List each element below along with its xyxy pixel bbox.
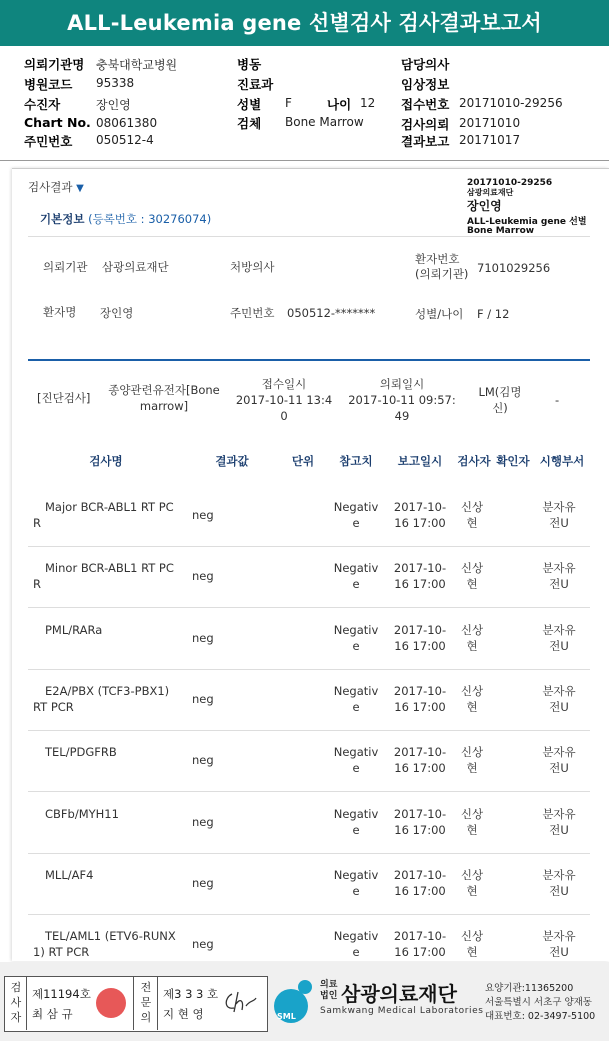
header-label-sex: 성별	[237, 97, 262, 112]
header-label-age: 나이	[327, 97, 352, 112]
test-report-date-line1: 2017-10-	[393, 623, 447, 637]
tag-name: 장인영	[467, 199, 502, 213]
test-report-date-line2: 16 17:00	[394, 761, 446, 775]
org-info-address: 서울특별시 서초구 양재동	[485, 997, 592, 1008]
specialist-side-3: 의	[140, 1011, 152, 1024]
test-reference	[330, 622, 382, 654]
test-name-line1: TEL/PDGFRB	[45, 745, 117, 759]
header-value-hospital-code: 95338	[96, 76, 135, 90]
test-department	[534, 499, 584, 531]
header-label-patient: 수진자	[24, 97, 61, 112]
test-name-line2: 1) RT PCR	[33, 945, 90, 959]
org-info-phone: 대표번호: 02-3497-5100	[485, 1011, 596, 1022]
test-department-line2: 전U	[549, 700, 569, 714]
header-value-rrn: 050512-4	[96, 133, 154, 147]
test-department-line1: 분자유	[542, 868, 576, 882]
test-name	[33, 744, 183, 760]
dx-recv-line2: 0	[280, 409, 288, 423]
org-info-code: 요양기관:11365200	[485, 983, 574, 994]
test-reference	[330, 744, 382, 776]
test-result: neg	[192, 753, 214, 767]
tester-side-2: 사	[10, 996, 22, 1009]
dx-label: [진단검사]	[37, 391, 91, 405]
basic-info-label: 기본정보	[40, 212, 85, 226]
dx-req	[344, 376, 460, 424]
test-tester-line1: 신상	[460, 807, 484, 821]
test-department	[534, 622, 584, 654]
test-department-line1: 분자유	[542, 561, 576, 575]
test-reference-line1: Negativ	[333, 623, 379, 637]
test-department-line2: 전U	[549, 945, 569, 959]
handwritten-signature-icon	[222, 988, 258, 1016]
th-confirmer: 확인자	[496, 454, 530, 468]
rrn-value: 050512-*******	[287, 306, 376, 320]
header-label-specimen: 검체	[237, 116, 262, 131]
side-divider-1	[26, 976, 27, 1030]
test-reference-line2: e	[352, 884, 360, 898]
dx-name	[108, 382, 220, 414]
test-report-date-line2: 16 17:00	[394, 577, 446, 591]
test-tester-line1: 신상	[460, 623, 484, 637]
test-report-date-line2: 16 17:00	[394, 884, 446, 898]
test-tester-line1: 신상	[460, 684, 484, 698]
req-org-value: 삼광의료재단	[102, 260, 169, 274]
th-result: 결과값	[215, 454, 249, 468]
th-department: 시행부서	[539, 454, 585, 468]
org-name: 삼광의료재단	[341, 982, 457, 1006]
req-org-label: 의뢰기관	[43, 260, 88, 274]
test-tester-line2: 현	[466, 823, 478, 837]
test-result: neg	[192, 631, 214, 645]
tester-license: 제11194호	[32, 987, 91, 1001]
header-label-chart-no: Chart No.	[24, 115, 91, 130]
test-report-date-line2: 16 17:00	[394, 823, 446, 837]
test-reference-line2: e	[352, 516, 360, 530]
basic-info-divider	[28, 236, 590, 237]
test-report-date-line1: 2017-10-	[393, 929, 447, 943]
test-tester	[453, 560, 491, 592]
signature-box-divider	[133, 976, 134, 1030]
patient-no-value: 7101029256	[477, 261, 551, 275]
test-name-line2: R	[33, 577, 41, 591]
th-reference: 참고치	[339, 454, 373, 468]
patient-value: 장인영	[100, 306, 134, 320]
registration-number: (등록번호 : 30276074)	[88, 212, 212, 226]
test-department	[534, 744, 584, 776]
test-department-line1: 분자유	[542, 500, 576, 514]
test-department-line1: 분자유	[542, 929, 576, 943]
test-report-date-line2: 16 17:00	[394, 700, 446, 714]
header-label-recv-no: 접수번호	[401, 97, 450, 112]
header-value-request: 20171010	[459, 116, 521, 130]
test-tester-line2: 현	[466, 761, 478, 775]
results-toggle[interactable]	[28, 179, 84, 195]
rrn-label: 주민번호	[230, 306, 275, 320]
dx-recv	[228, 376, 340, 424]
test-department-line2: 전U	[549, 639, 569, 653]
header-value-patient: 장인영	[96, 98, 131, 112]
dx-req-line1: 2017-10-11 09:57:	[348, 393, 456, 407]
patient-no-label-1: 환자번호	[415, 252, 460, 266]
chevron-down-icon: ▼	[76, 183, 84, 194]
test-tester	[453, 744, 491, 776]
test-department-line1: 분자유	[542, 684, 576, 698]
dx-lm	[470, 384, 530, 416]
test-tester-line2: 현	[466, 577, 478, 591]
test-report-date-line1: 2017-10-	[393, 745, 447, 759]
results-toggle-label: 검사결과	[28, 180, 73, 194]
test-tester-line1: 신상	[460, 929, 484, 943]
test-tester-line2: 현	[466, 700, 478, 714]
test-name-line1: TEL/AML1 (ETV6-RUNX	[45, 929, 176, 943]
test-reference-line2: e	[352, 639, 360, 653]
specialist-side-label	[138, 980, 154, 1025]
dx-req-label: 의뢰일시	[379, 377, 425, 391]
test-tester-line1: 신상	[460, 500, 484, 514]
row-divider	[28, 853, 590, 854]
test-tester	[453, 867, 491, 899]
test-result: neg	[192, 937, 214, 951]
test-reference-line1: Negativ	[333, 929, 379, 943]
header-value-chart-no: 08061380	[96, 116, 158, 130]
official-seal-icon	[96, 988, 126, 1018]
dx-req-line2: 49	[394, 409, 410, 423]
test-department	[534, 560, 584, 592]
tester-side-3: 자	[10, 1011, 22, 1024]
test-reference	[330, 867, 382, 899]
test-reference-line1: Negativ	[333, 684, 379, 698]
report-title: ALL-Leukemia gene 선별검사 검사결과보고서	[0, 0, 609, 46]
th-tester: 검사자	[457, 454, 491, 468]
test-report-date-line2: 16 17:00	[394, 639, 446, 653]
test-tester-line2: 현	[466, 516, 478, 530]
tag-number: 20171010-29256	[467, 178, 553, 188]
test-report-date	[390, 560, 450, 592]
test-department	[534, 683, 584, 715]
tester-side-label	[8, 980, 24, 1025]
tester-side-1: 검	[10, 981, 22, 994]
row-divider	[28, 791, 590, 792]
test-reference-line1: Negativ	[333, 807, 379, 821]
row-divider	[28, 546, 590, 547]
test-result: neg	[192, 508, 214, 522]
header-value-report: 20171017	[459, 133, 521, 147]
test-report-date	[390, 867, 450, 899]
test-tester	[453, 499, 491, 531]
tag-org: 삼광의료재단	[467, 188, 514, 197]
header-label-ward: 병동	[237, 57, 262, 72]
header-label-rrn: 주민번호	[24, 134, 73, 149]
test-reference-line2: e	[352, 945, 360, 959]
test-department-line2: 전U	[549, 761, 569, 775]
test-tester	[453, 683, 491, 715]
test-name	[33, 683, 183, 715]
test-department-line2: 전U	[549, 516, 569, 530]
test-reference-line2: e	[352, 700, 360, 714]
test-reference	[330, 560, 382, 592]
test-tester	[453, 622, 491, 654]
test-result: neg	[192, 569, 214, 583]
test-name-line1: E2A/PBX (TCF3-PBX1)	[45, 684, 170, 698]
row-divider	[28, 730, 590, 731]
test-reference	[330, 928, 382, 960]
th-test-name: 검사명	[89, 454, 123, 468]
test-tester-line2: 현	[466, 639, 478, 653]
header-value-req-org: 충북대학교병원	[96, 58, 178, 72]
test-report-date	[390, 744, 450, 776]
test-reference-line2: e	[352, 823, 360, 837]
test-report-date-line1: 2017-10-	[393, 807, 447, 821]
dx-dash: -	[555, 393, 560, 407]
test-report-date	[390, 622, 450, 654]
dx-name-line1: 종양관련유전자[Bone	[108, 383, 220, 397]
test-tester-line2: 현	[466, 884, 478, 898]
test-reference	[330, 806, 382, 838]
test-name-line2: RT PCR	[33, 700, 74, 714]
specialist-side-2: 문	[140, 996, 152, 1009]
specialist-side-1: 전	[140, 981, 152, 994]
org-small-label	[320, 980, 337, 1002]
test-reference-line1: Negativ	[333, 561, 379, 575]
header-label-req-org: 의뢰기관명	[24, 57, 85, 72]
test-name	[33, 928, 183, 960]
dx-lm-line1: LM(김명	[478, 385, 522, 399]
specialist-license: 제3 3 3 호	[163, 987, 219, 1001]
test-tester-line1: 신상	[460, 745, 484, 759]
header-value-sex: F	[285, 96, 292, 110]
org-small-2: 법인	[320, 991, 338, 1001]
row-divider	[28, 914, 590, 915]
test-name-line1: Major BCR-ABL1 RT PC	[45, 500, 174, 514]
test-result: neg	[192, 815, 214, 829]
org-small-1: 의료	[320, 980, 338, 990]
header-value-age: 12	[360, 96, 376, 110]
test-department	[534, 928, 584, 960]
test-tester-line1: 신상	[460, 868, 484, 882]
header-value-specimen: Bone Marrow	[285, 115, 364, 129]
test-name-line1: MLL/AF4	[45, 868, 94, 882]
section-divider	[28, 359, 590, 361]
test-reference-line1: Negativ	[333, 500, 379, 514]
test-department-line2: 전U	[549, 577, 569, 591]
test-department-line2: 전U	[549, 884, 569, 898]
test-department-line1: 분자유	[542, 623, 576, 637]
header-label-dept: 진료과	[237, 77, 274, 92]
test-report-date-line1: 2017-10-	[393, 684, 447, 698]
header-label-clinical: 임상정보	[401, 77, 450, 92]
org-english-name: Samkwang Medical Laboratories	[320, 1006, 484, 1016]
test-name	[33, 499, 183, 531]
sexage-label: 성별/나이	[415, 307, 464, 321]
tester-name: 최 삼 규	[32, 1007, 73, 1021]
test-tester-line2: 현	[466, 945, 478, 959]
dx-name-line2: marrow]	[139, 399, 189, 413]
header-label-doctor: 담당의사	[401, 57, 450, 72]
test-report-date-line2: 16 17:00	[394, 945, 446, 959]
test-report-date-line1: 2017-10-	[393, 868, 447, 882]
test-reference	[330, 683, 382, 715]
test-reference-line1: Negativ	[333, 868, 379, 882]
test-report-date	[390, 499, 450, 531]
header-divider	[0, 160, 609, 161]
test-name-line2: R	[33, 516, 41, 530]
test-name-line1: Minor BCR-ABL1 RT PC	[45, 561, 174, 575]
test-report-date-line1: 2017-10-	[393, 561, 447, 575]
row-divider	[28, 669, 590, 670]
test-result: neg	[192, 692, 214, 706]
header-label-report: 결과보고	[401, 134, 450, 149]
test-reference-line2: e	[352, 577, 360, 591]
test-report-date-line2: 16 17:00	[394, 516, 446, 530]
sml-logo-text: SML	[277, 1012, 296, 1021]
test-report-date	[390, 806, 450, 838]
test-report-date	[390, 683, 450, 715]
row-divider	[28, 607, 590, 608]
sexage-value: F / 12	[477, 307, 510, 321]
tag-test-line1: ALL-Leukemia gene 선별	[467, 217, 587, 227]
test-department-line2: 전U	[549, 823, 569, 837]
test-department	[534, 867, 584, 899]
th-unit: 단위	[291, 454, 315, 468]
doctor-label: 처방의사	[230, 260, 275, 274]
header-label-hospital-code: 병원코드	[24, 77, 73, 92]
test-name-line1: CBFb/MYH11	[45, 807, 119, 821]
test-department	[534, 806, 584, 838]
test-department-line1: 분자유	[542, 745, 576, 759]
test-report-date	[390, 928, 450, 960]
test-name	[33, 806, 183, 822]
test-tester-line1: 신상	[460, 561, 484, 575]
header-value-recv-no: 20171010-29256	[459, 96, 563, 110]
dx-recv-label: 접수일시	[261, 377, 307, 391]
th-report-date: 보고일시	[397, 454, 443, 468]
dx-recv-line1: 2017-10-11 13:4	[235, 393, 333, 407]
dx-lm-line2: 신)	[492, 401, 508, 415]
test-reference-line1: Negativ	[333, 745, 379, 759]
test-tester	[453, 928, 491, 960]
test-reference-line2: e	[352, 761, 360, 775]
test-report-date-line1: 2017-10-	[393, 500, 447, 514]
test-name-line1: PML/RARa	[45, 623, 103, 637]
basic-info-heading	[40, 211, 211, 227]
test-name	[33, 560, 183, 592]
test-department-line1: 분자유	[542, 807, 576, 821]
test-name	[33, 622, 183, 638]
tag-test-line2: Bone Marrow	[467, 226, 535, 236]
side-divider-2	[157, 976, 158, 1030]
test-reference	[330, 499, 382, 531]
header-label-request: 검사의뢰	[401, 117, 450, 132]
test-tester	[453, 806, 491, 838]
test-name	[33, 867, 183, 883]
patient-label: 환자명	[43, 305, 77, 319]
test-result: neg	[192, 876, 214, 890]
specialist-name: 지 현 영	[163, 1007, 204, 1021]
patient-no-label-2: (의뢰기관)	[415, 267, 469, 281]
